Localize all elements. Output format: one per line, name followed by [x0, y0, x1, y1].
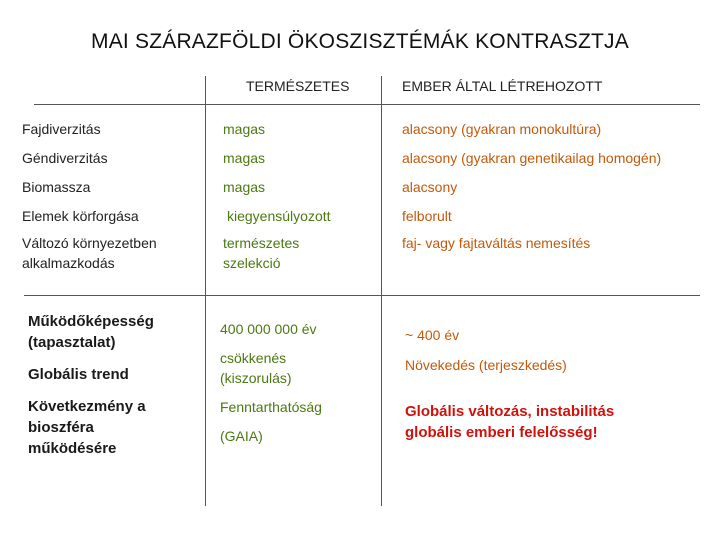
row-label-gene-diversity: Géndiverzitás [22, 150, 108, 166]
human-consequence [405, 401, 614, 443]
natural-global-trend [220, 348, 292, 388]
human-global-trend: Növekedés (terjeszkedés) [405, 357, 567, 373]
header-human: EMBER ÁLTAL LÉTREHOZOTT [402, 78, 603, 94]
human-gene-diversity: alacsony (gyakran genetikailag homogén) [402, 150, 662, 166]
natural-consequence-line-2: (GAIA) [220, 428, 263, 444]
row-label-adaptation-line-1: Változó környezetben [22, 235, 157, 251]
human-biomass: alacsony [402, 179, 458, 195]
section-divider [24, 295, 700, 296]
natural-global-trend-line-1: csökkenés [220, 350, 287, 366]
row-label-functionality-line-1: Működőképesség [28, 313, 154, 330]
row-label-adaptation [22, 233, 157, 273]
column-divider-right [381, 76, 382, 506]
natural-functionality: 400 000 000 év [220, 321, 317, 337]
row-label-consequence-line-1: Következmény a [28, 398, 146, 415]
row-label-species-diversity: Fajdiverzitás [22, 121, 101, 137]
natural-adaptation [223, 233, 299, 273]
row-label-adaptation-line-2: alkalmazkodás [22, 255, 115, 271]
human-adaptation: faj- vagy fajtaváltás nemesítés [402, 235, 591, 251]
natural-nutrient-cycling: kiegyensúlyozott [227, 208, 331, 224]
column-divider-left [205, 76, 206, 506]
row-label-consequence-line-3: működésére [28, 440, 117, 457]
human-consequence-line-2: globális emberi felelősség! [405, 424, 598, 441]
natural-global-trend-line-2: (kiszorulás) [220, 370, 292, 386]
human-nutrient-cycling: felborult [402, 208, 452, 224]
row-label-functionality [28, 311, 154, 353]
natural-biomass: magas [223, 179, 266, 195]
row-label-consequence-line-2: bioszféra [28, 419, 94, 436]
row-label-functionality-line-2: (tapasztalat) [28, 334, 116, 351]
natural-adaptation-line-2: szelekció [223, 255, 281, 271]
row-label-nutrient-cycling: Elemek körforgása [22, 208, 139, 224]
header-divider [34, 104, 700, 105]
row-label-biomass: Biomassza [22, 179, 91, 195]
natural-adaptation-line-1: természetes [223, 235, 300, 251]
header-natural: TERMÉSZETES [246, 78, 350, 94]
row-label-consequence [28, 396, 146, 459]
natural-species-diversity: magas [223, 121, 266, 137]
page-title: MAI SZÁRAZFÖLDI ÖKOSZISZTÉMÁK KONTRASZTJA [91, 30, 629, 53]
row-label-global-trend: Globális trend [28, 366, 129, 383]
natural-gene-diversity: magas [223, 150, 266, 166]
human-species-diversity: alacsony (gyakran monokultúra) [402, 121, 602, 137]
human-consequence-line-1: Globális változás, instabilitás [405, 403, 615, 420]
natural-consequence-line-1: Fenntarthatóság [220, 399, 322, 415]
human-functionality: ~ 400 év [405, 327, 460, 343]
